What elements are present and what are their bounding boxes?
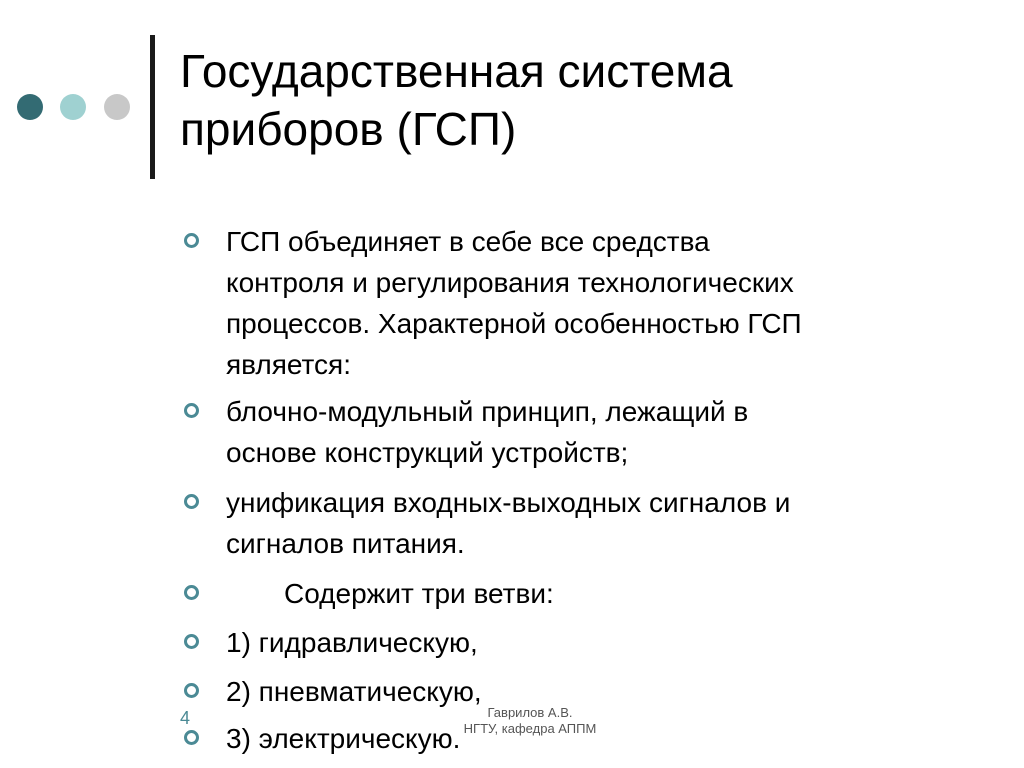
ring-bullet-icon: [184, 494, 199, 509]
bullet-line: блочно-модульный принцип, лежащий в: [226, 396, 749, 427]
bullet-line: 1) гидравлическую,: [226, 627, 478, 658]
slide-footer: [430, 705, 630, 737]
bullet-line: процессов. Характерной особенностью ГСП: [226, 308, 802, 339]
bullet-line: основе конструкций устройств;: [226, 437, 629, 468]
ring-bullet-icon: [184, 233, 199, 248]
bullet-text: [226, 391, 946, 473]
slide-title-line: приборов (ГСП): [180, 103, 517, 155]
bullet-line: контроля и регулирования технологических: [226, 267, 794, 298]
footer-author: Гаврилов А.В.: [487, 705, 573, 720]
bullet-line: 2) пневматическую,: [226, 676, 482, 707]
bullet-line: 3) электрическую.: [226, 723, 461, 754]
ring-bullet-icon: [184, 634, 199, 649]
ring-bullet-icon: [184, 403, 199, 418]
bullet-text: [226, 482, 946, 564]
bullet-text: [226, 622, 946, 663]
bullet-text: [226, 221, 946, 385]
slide-title-line: Государственная система: [180, 45, 733, 97]
bullet-line: является:: [226, 349, 351, 380]
ring-bullet-icon: [184, 585, 199, 600]
ring-bullet-icon: [184, 730, 199, 745]
bullet-line: Содержит три ветви:: [284, 578, 554, 609]
footer-department: НГТУ, кафедра АППМ: [463, 721, 597, 736]
bullet-line: унификация входных-выходных сигналов и: [226, 487, 791, 518]
bullet-text: [284, 573, 1004, 614]
bullet-line: сигналов питания.: [226, 528, 465, 559]
ring-bullet-icon: [184, 683, 199, 698]
slide-number: 4: [180, 708, 191, 728]
bullet-line: ГСП объединяет в себе все средства: [226, 226, 710, 257]
